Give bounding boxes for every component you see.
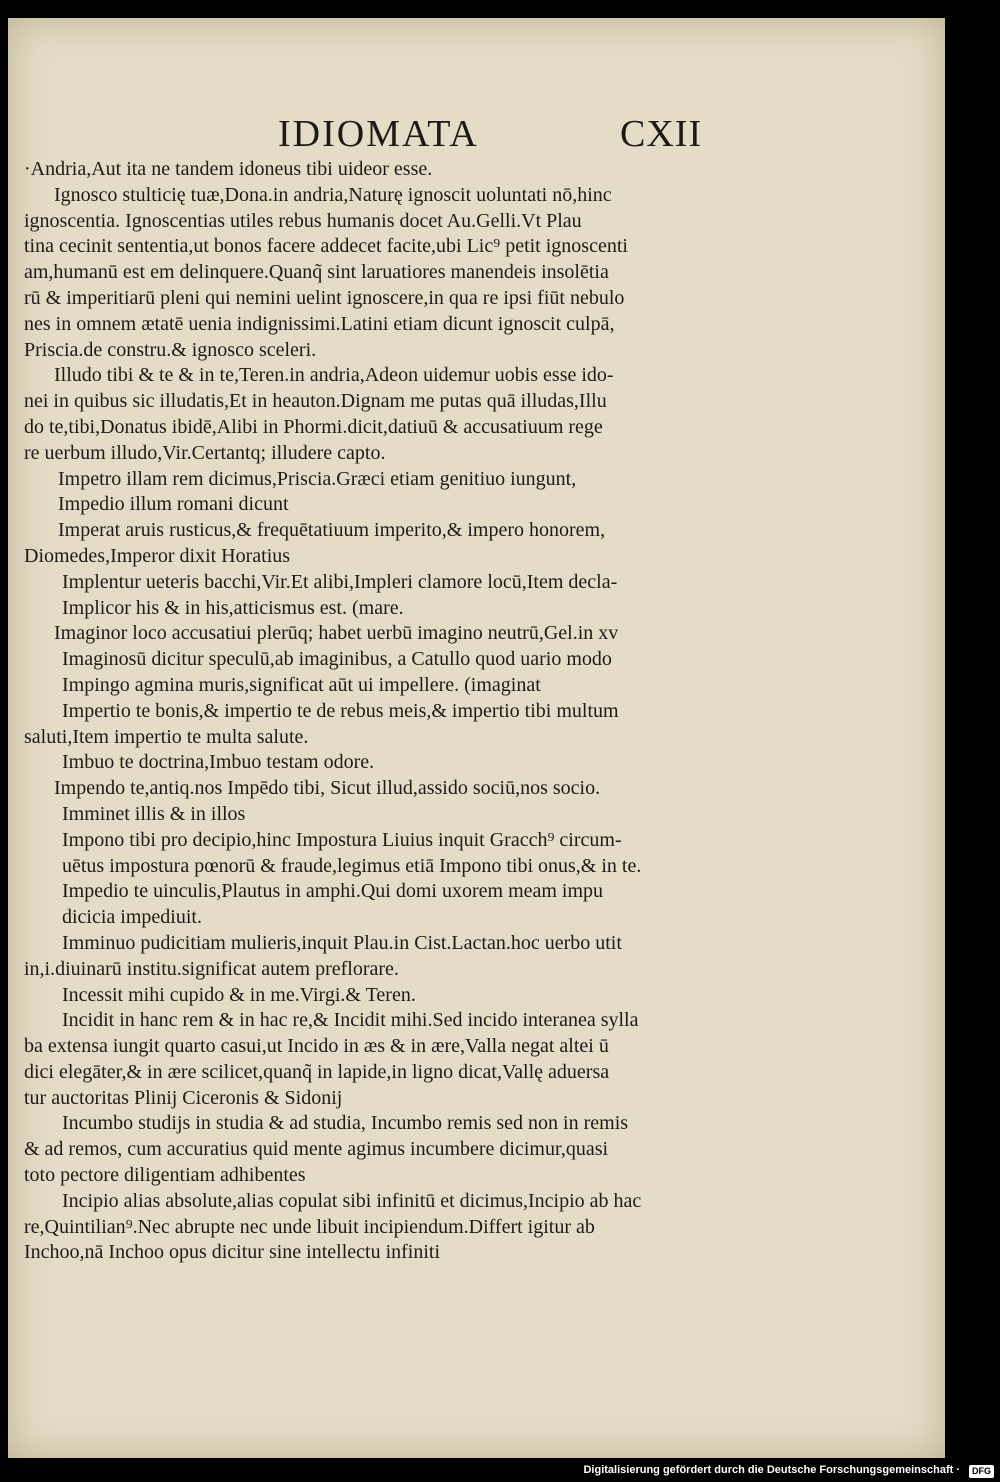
text-line: ignoscentia. Ignoscentias utiles rebus humanis docet Au.Gelli.Vt Plau <box>24 209 582 232</box>
text-line: Inchoo,nā Inchoo opus dicitur sine intellectu infiniti <box>24 1241 441 1264</box>
running-title: IDIOMATA <box>278 113 479 155</box>
text-line: tina cecinit sententia,ut bonos facere addecet facite,ubi Lic⁹ petit ignoscenti <box>24 235 628 258</box>
funding-credit: Digitalisierung gefördert durch die Deutsche Forschungsgemeinschaft · <box>583 1464 960 1476</box>
text-line: Incumbo studijs in studia & ad studia, Incumbo remis sed non in remis <box>62 1112 629 1135</box>
text-line: Impono tibi pro decipio,hinc Impostura Liuius inquit Gracch⁹ circum- <box>62 828 622 851</box>
text-line: Ignosco stulticię tuæ,Dona.in andria,Naturę ignoscit uoluntati nō,hinc <box>54 183 612 206</box>
text-line: Impendo te,antiq.nos Impēdo tibi, Sicut illud,assido sociū,nos socio. <box>54 777 601 800</box>
text-line: Incipio alias absolute,alias copulat sibi infinitū et dicimus,Incipio ab hac <box>62 1189 642 1212</box>
folio-number: CXII <box>620 113 703 155</box>
text-line: toto pectore diligentiam adhibentes <box>24 1164 306 1187</box>
page-header <box>8 112 945 162</box>
text-line: Implentur ueteris bacchi,Vir.Et alibi,Impleri clamore locū,Item decla- <box>62 570 618 593</box>
text-line: ba extensa iungit quarto casui,ut Incido in æs & in ære,Valla negat altei ū <box>24 1035 609 1058</box>
text-line: Impetro illam rem dicimus,Priscia.Græci etiam genitiuo iungunt, <box>58 467 577 490</box>
text-line: tur auctoritas Plinij Ciceronis & Sidonij <box>24 1086 343 1109</box>
text-line: Implicor his & in his,atticismus est. (mare. <box>62 596 404 619</box>
text-line: nei in quibus sic illudatis,Et in heauton.Dignam me putas quā illudas,Illu <box>24 390 607 413</box>
text-line: & ad remos, cum accuratius quid mente agimus incumbere dicimur,quasi <box>24 1138 609 1161</box>
text-line: Illudo tibi & te & in te,Teren.in andria,Adeon uidemur uobis esse ido- <box>54 364 614 387</box>
text-line: uētus impostura pœnorū & fraude,legimus etiā Impono tibi onus,& in te. <box>62 854 642 877</box>
text-line: Priscia.de constru.& ignosco sceleri. <box>24 338 317 361</box>
text-line: Imminet illis & in illos <box>62 802 246 825</box>
text-line: Incidit in hanc rem & in hac re,& Incidit mihi.Sed incido interanea sylla <box>62 1009 639 1032</box>
text-line: Diomedes,Imperor dixit Horatius <box>24 544 291 567</box>
text-line: Impedio te uinculis,Plautus in amphi.Qui domi uxorem meam impu <box>62 880 604 903</box>
text-line: Imminuo pudicitiam mulieris,inquit Plau.in Cist.Lactan.hoc uerbo utit <box>62 931 622 954</box>
text-line: Imbuo te doctrina,Imbuo testam odore. <box>62 751 375 774</box>
dfg-logo: DFG <box>969 1465 994 1478</box>
text-line: ·Andria,Aut ita ne tandem idoneus tibi uideor esse. <box>24 158 433 180</box>
text-line: Imaginor loco accusatiui plerūq; habet uerbū imagino neutrū,Gel.in xv <box>54 622 619 645</box>
text-line: Imaginosū dicitur speculū,ab imaginibus, a Catullo quod uario modo <box>62 648 612 671</box>
text-line: dicicia impediuit. <box>62 906 202 929</box>
text-line: rū & imperitiarū pleni qui nemini uelint ignoscere,in qua re ipsi fiūt nebulo <box>24 286 625 309</box>
text-line: nes in omnem ætatē uenia indignissimi.Latini etiam dicunt ignoscit culpā, <box>24 312 615 335</box>
footer-bar <box>0 1462 1000 1482</box>
text-line: Impedio illum romani dicunt <box>58 493 289 516</box>
text-line: re,Quintilian⁹.Nec abrupte nec unde libuit incipiendum.Differt igitur ab <box>24 1215 595 1238</box>
text-line: saluti,Item impertio te multa salute. <box>24 725 309 748</box>
text-line: do te,tibi,Donatus ibidē,Alibi in Phormi.dicit,datiuū & accusatiuum rege <box>24 415 603 438</box>
book-page <box>8 18 945 1458</box>
text-line: re uerbum illudo,Vir.Certantq; illudere capto. <box>24 441 386 464</box>
body-text <box>24 157 744 1266</box>
text-line: Imperat aruis rusticus,& frequētatiuum imperito,& impero honorem, <box>58 519 606 542</box>
text-line: in,i.diuinarū institu.significat autem preflorare. <box>24 957 399 980</box>
text-line: Impertio te bonis,& impertio te de rebus meis,& impertio tibi multum <box>62 699 619 722</box>
text-line: Incessit mihi cupido & in me.Virgi.& Teren. <box>62 983 416 1006</box>
text-line: dici elegāter,& in ære scilicet,quanq̃ in lapide,in ligno dicat,Vallę aduersa <box>24 1060 610 1083</box>
text-line: am,humanū est em delinquere.Quanq̃ sint laruatiores manendeis insolētia <box>24 261 609 284</box>
text-line: Impingo agmina muris,significat aūt ui impellere. (imaginat <box>62 673 541 696</box>
